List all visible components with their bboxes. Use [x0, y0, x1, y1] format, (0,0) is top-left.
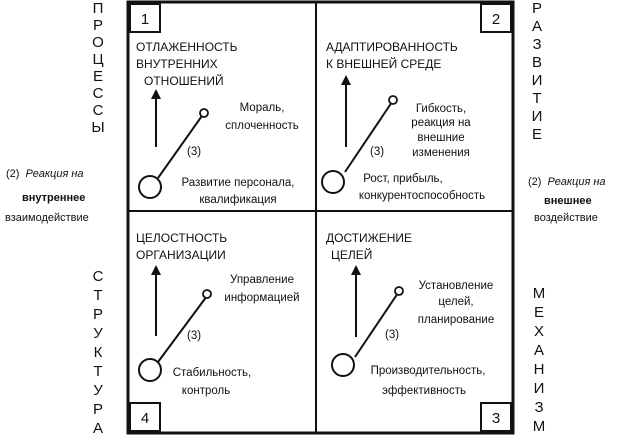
- quadrant-2-title-line: АДАПТИРОВАННОСТЬ: [326, 40, 458, 54]
- svg-text:(2) Реакция на: [6, 168, 84, 180]
- side-letter: Ы: [91, 119, 105, 136]
- quadrant-2-marker: (3): [370, 146, 385, 158]
- quadrant-2-connector: [345, 102, 392, 172]
- side-letter: Е: [531, 126, 543, 143]
- quadrant-3-upper-label: целей,: [438, 296, 474, 308]
- side-word-bottom-right: [533, 285, 546, 435]
- side-letter: Т: [532, 90, 542, 107]
- side-letter: К: [93, 344, 103, 361]
- side-word-top-right: [532, 0, 543, 143]
- side-letter: А: [92, 420, 104, 437]
- quadrant-3: [326, 231, 494, 397]
- quadrant-4-small-node: [203, 290, 211, 298]
- side-word-top-left: [91, 0, 104, 136]
- quadrant-1-lower-label: Развитие персонала,: [181, 177, 295, 189]
- side-letter: Т: [93, 363, 103, 380]
- side-letter: М: [532, 285, 546, 302]
- quadrant-1-title-line: ВНУТРЕННИХ: [136, 57, 218, 71]
- side-letter: И: [531, 72, 543, 89]
- right-reaction-label: [528, 176, 606, 224]
- quadrant-4-upper-label: информацией: [224, 292, 300, 304]
- quadrant-2-lower-label: конкурентоспособность: [358, 190, 486, 202]
- side-letter: Р: [92, 306, 104, 323]
- quadrant-3-title-line: ЦЕЛЕЙ: [331, 248, 373, 262]
- side-letter: П: [92, 0, 104, 17]
- side-letter: Н: [533, 361, 545, 378]
- side-letter: Ц: [92, 51, 104, 68]
- quadrant-2-number-box: [481, 4, 511, 32]
- quadrant-3-small-node: [395, 287, 403, 295]
- quadrant-1-large-node: [139, 176, 161, 198]
- svg-text:(2) Реакция на: [528, 176, 606, 188]
- quadrant-2-small-node: [389, 96, 397, 104]
- quadrant-1-lower-label: квалификация: [199, 194, 277, 206]
- left-reaction-line2: внутреннее: [22, 192, 86, 204]
- quadrant-4-title-line: ОРГАНИЗАЦИИ: [136, 248, 226, 262]
- quadrant-2: [322, 40, 485, 202]
- side-letter: И: [531, 108, 543, 125]
- quadrant-3-number: 3: [491, 410, 501, 427]
- quadrant-4-large-node: [139, 359, 161, 381]
- side-letter: С: [92, 268, 104, 285]
- side-letter: У: [93, 382, 103, 399]
- quadrant-3-lower-label: Производительность,: [370, 365, 486, 377]
- quadrant-3-large-node: [332, 354, 354, 376]
- quadrant-4: [136, 231, 300, 397]
- right-reaction-line2: внешнее: [544, 195, 592, 207]
- quadrant-1: [136, 40, 299, 206]
- quadrant-4-marker: (3): [187, 330, 202, 342]
- left-reaction-label: [5, 168, 89, 224]
- side-letter: С: [92, 85, 104, 102]
- quadrant-4-upper-label: Управление: [230, 274, 294, 286]
- quadrant-4-connector: [158, 296, 207, 362]
- quadrant-1-upper-label: сплоченность: [225, 120, 299, 132]
- side-letter: Р: [531, 0, 543, 17]
- quadrant-4-lower-label: контроль: [181, 385, 231, 397]
- quadrant-2-lower-label: Рост, прибыль,: [363, 173, 443, 185]
- quadrant-2-large-node: [322, 171, 344, 193]
- quadrant-3-marker: (3): [385, 329, 400, 341]
- side-letter: С: [92, 102, 104, 119]
- left-reaction-italic: Реакция на: [25, 168, 84, 180]
- quadrant-2-upper-label: Гибкость,: [415, 103, 467, 115]
- quadrant-1-title-line: ОТНОШЕНИЙ: [144, 74, 224, 88]
- left-reaction-line3: взаимодействие: [5, 212, 89, 224]
- quadrant-4-lower-label: Стабильность,: [172, 367, 252, 379]
- side-letter: Х: [533, 323, 545, 340]
- quadrant-3-connector: [355, 293, 398, 357]
- side-letter: И: [533, 380, 545, 397]
- side-letter: Т: [93, 287, 103, 304]
- quadrant-4-number: 4: [140, 410, 150, 427]
- left-reaction-prefix: (2): [6, 168, 20, 180]
- quadrant-1-number: 1: [140, 11, 150, 28]
- quadrant-2-number: 2: [491, 11, 501, 28]
- quadrant-3-lower-label: эффективность: [382, 385, 466, 397]
- quadrant-3-title-line: ДОСТИЖЕНИЕ: [326, 231, 413, 245]
- quadrant-2-title-line: К ВНЕШНЕЙ СРЕДЕ: [326, 57, 442, 71]
- side-letter: А: [533, 342, 545, 359]
- quadrant-4-number-box: [130, 403, 160, 431]
- side-letter: А: [531, 18, 543, 35]
- side-letter: Р: [92, 401, 104, 418]
- quadrant-2-upper-label: внешние: [417, 132, 465, 144]
- right-reaction-line3: воздействие: [534, 212, 598, 224]
- side-letter: З: [534, 399, 544, 416]
- quadrant-1-marker: (3): [187, 146, 202, 158]
- quadrant-3-number-box: [481, 403, 511, 431]
- side-letter: Е: [92, 68, 104, 85]
- quadrant-2-upper-label: изменения: [412, 147, 470, 159]
- quadrant-1-small-node: [200, 109, 208, 117]
- side-letter: У: [93, 325, 103, 342]
- side-letter: Р: [92, 17, 104, 34]
- quadrant-4-title-line: ЦЕЛОСТНОСТЬ: [136, 231, 228, 245]
- side-letter: З: [532, 36, 542, 53]
- side-letter: М: [532, 418, 546, 435]
- right-reaction-italic: Реакция на: [547, 176, 606, 188]
- quadrant-2-upper-label: реакция на: [411, 117, 471, 129]
- quadrant-3-upper-label: планирование: [417, 314, 495, 326]
- quadrant-1-upper-label: Мораль,: [239, 102, 285, 114]
- side-letter: В: [531, 54, 543, 71]
- side-letter: О: [92, 34, 104, 51]
- side-word-bottom-left: [93, 268, 104, 437]
- side-letter: Е: [533, 304, 545, 321]
- quadrant-3-upper-label: Установление: [418, 280, 494, 292]
- quadrant-1-title-line: ОТЛАЖЕННОСТЬ: [136, 40, 238, 54]
- right-reaction-prefix: (2): [528, 176, 542, 188]
- quadrant-1-number-box: [130, 4, 160, 32]
